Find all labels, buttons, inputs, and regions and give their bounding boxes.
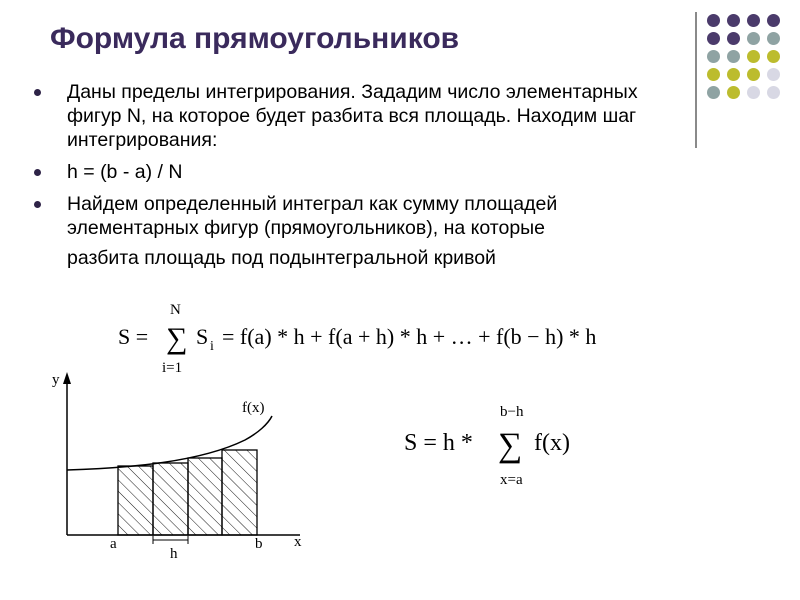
rectangle-2 (153, 463, 188, 535)
x-axis-label: x (294, 534, 302, 550)
a-label: a (110, 536, 117, 552)
curve-label: f(x) (242, 400, 265, 416)
y-axis-arrow-icon (63, 372, 71, 384)
y-axis-label: y (52, 372, 60, 388)
bullet-text: Даны пределы интегрирования. Зададим число элементарных фигур N, на которое будет разбита вся площадь. Находим шаг интегрирования: (67, 81, 638, 151)
b-label: b (255, 536, 263, 552)
bullet-text: Найдем определенный интеграл как сумму площадей элементарных фигур (прямоугольников), на которые (67, 193, 558, 239)
formula1-sum-upper: N (170, 302, 181, 318)
rectangle-1 (118, 466, 153, 535)
bullet-text: h = (b - a) / N (67, 161, 183, 183)
formula1-term: S (196, 324, 209, 349)
rectangle-4 (222, 450, 257, 535)
formula2-term: f(x) (534, 430, 570, 456)
formula2-sum-upper: b−h (500, 404, 524, 420)
formula1-lhs: S = (118, 324, 149, 349)
formula1-sum-lower: i=1 (162, 360, 183, 376)
formula1-rhs: = f(a) * h + f(a + h) * h + … + f(b − h) * h (222, 324, 597, 349)
formula1-term-sub: i (210, 339, 214, 354)
h-label: h (170, 546, 178, 562)
rectangle-3 (188, 458, 222, 535)
formula2-lhs: S = h * (404, 430, 473, 456)
sigma-icon: ∑ (498, 427, 523, 464)
formula2-sum-lower: x=a (500, 472, 523, 488)
slide-title: Формула прямоугольников (50, 22, 460, 55)
bullet-text-continued: разбита площадь под подынтегральной кривой (67, 247, 496, 269)
sigma-icon: ∑ (166, 322, 188, 355)
